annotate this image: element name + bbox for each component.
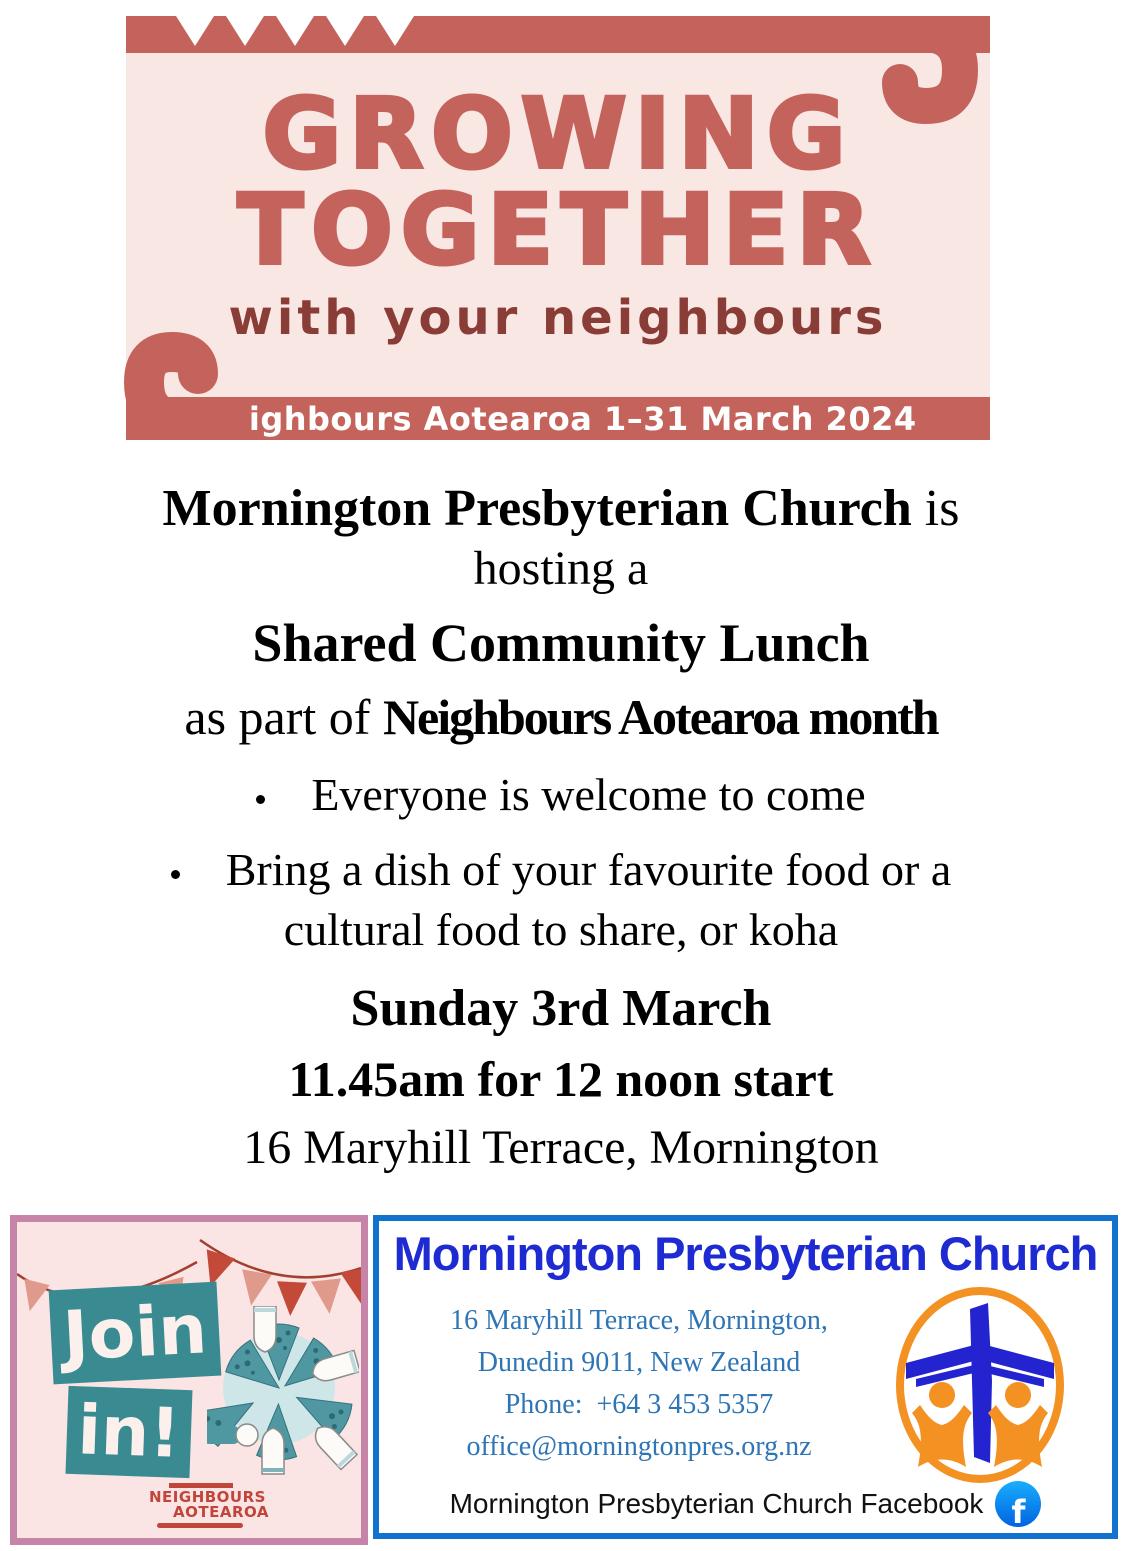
bullet-item-2-line1 bbox=[0, 845, 1122, 896]
bullet-dot-icon bbox=[171, 870, 180, 879]
event-title: Shared Community Lunch bbox=[252, 613, 870, 673]
event-time: 11.45am for 12 noon start bbox=[288, 1051, 834, 1107]
event-banner bbox=[126, 16, 990, 440]
banner-title-line2: TOGETHER bbox=[237, 174, 879, 286]
facebook-row[interactable] bbox=[379, 1481, 1112, 1531]
banner-subtitle: with your neighbours bbox=[228, 290, 888, 346]
church-address-line2: Dunedin 9011, New Zealand bbox=[477, 1347, 801, 1378]
na-logo-top-bar bbox=[169, 1483, 233, 1488]
join-box-line2: in! bbox=[66, 1386, 193, 1478]
na-logo-bottom-bar bbox=[157, 1523, 243, 1528]
host-name: Mornington Presbyterian Church bbox=[162, 480, 912, 537]
facebook-label: Mornington Presbyterian Church Facebook bbox=[449, 1488, 984, 1519]
join-box-line1: Join bbox=[49, 1282, 222, 1385]
bullet-2-text-line1: Bring a dish of your favourite food or a bbox=[225, 844, 952, 895]
church-phone: Phone: +64 3 453 5357 bbox=[504, 1389, 774, 1420]
church-email[interactable]: office@morningtonpres.org.nz bbox=[466, 1431, 812, 1462]
event-context-prefix: as part of bbox=[184, 689, 383, 745]
na-logo-line2: AOTEAROA bbox=[173, 1503, 269, 1522]
host-line bbox=[0, 480, 1122, 537]
church-contact-card bbox=[373, 1215, 1118, 1539]
church-contact-block bbox=[379, 1307, 899, 1475]
church-address-line1: 16 Maryhill Terrace, Mornington, bbox=[450, 1305, 828, 1336]
event-address: 16 Maryhill Terrace, Mornington bbox=[243, 1121, 879, 1174]
join-in-card bbox=[10, 1215, 368, 1545]
hosting-line: hosting a bbox=[473, 542, 649, 595]
event-date: Sunday 3rd March bbox=[350, 980, 772, 1037]
cross-and-people-logo-icon bbox=[890, 1285, 1070, 1485]
church-card-title: Mornington Presbyterian Church bbox=[393, 1227, 1098, 1280]
shared-pizza-illustration-icon bbox=[207, 1306, 359, 1486]
na-logo-line1: NEIGHBOURS bbox=[149, 1487, 266, 1506]
neighbours-aotearoa-logo bbox=[149, 1483, 269, 1529]
event-context-line bbox=[0, 690, 1122, 745]
bullet-item-2-line2: cultural food to share, or koha bbox=[283, 904, 839, 955]
host-line-rest: is bbox=[911, 480, 960, 537]
event-context-bold: Neighbours Aotearoa month bbox=[382, 689, 938, 745]
bullet-dot-icon bbox=[256, 795, 265, 804]
facebook-icon[interactable]: f bbox=[995, 1481, 1041, 1527]
bullet-item-1 bbox=[0, 770, 1122, 821]
koru-hook-bottom-left-icon bbox=[120, 326, 250, 442]
bullet-1-text: Everyone is welcome to come bbox=[311, 769, 866, 820]
banner-ribbon: Neighbours Aotearoa 1–31 March 2024 bbox=[126, 397, 990, 440]
banner-title-line1: GROWING bbox=[262, 78, 854, 190]
